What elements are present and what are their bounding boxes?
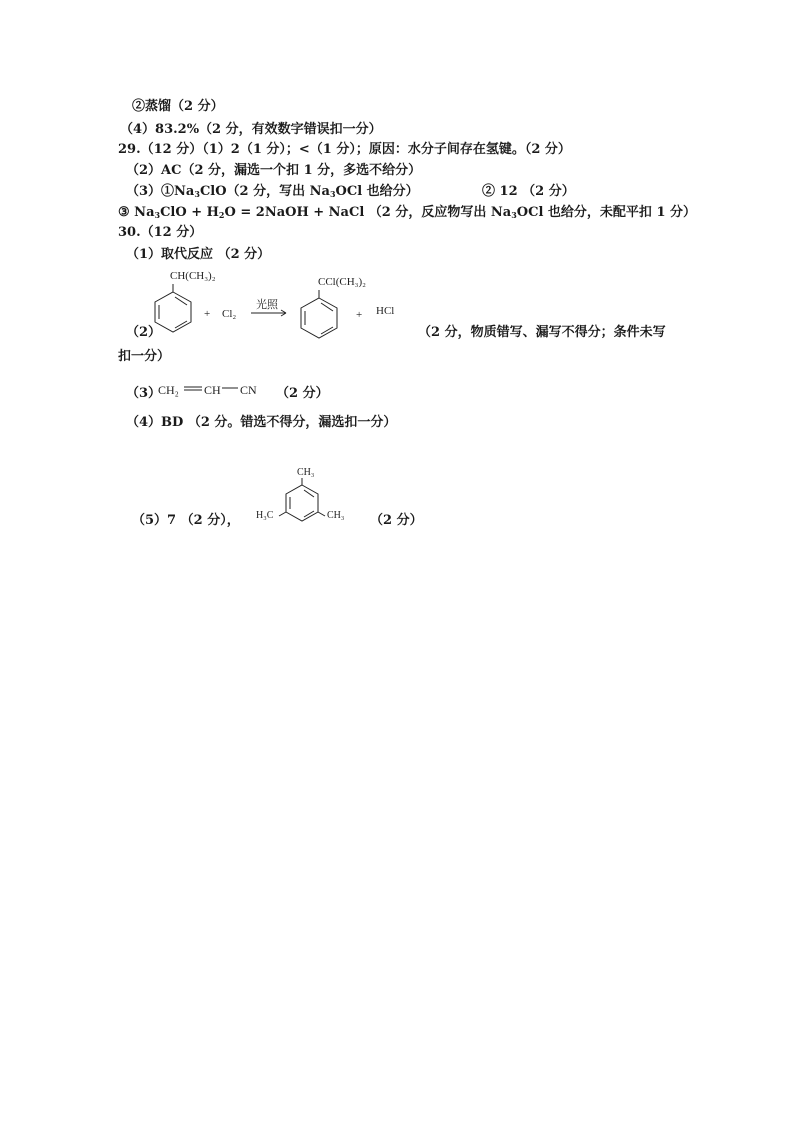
product-substituent: CCl(CH₃)₂	[318, 276, 367, 288]
plus-sign-2: +	[356, 309, 363, 321]
mesitylene-left-methyl: H₃C	[256, 510, 274, 521]
answer-q4-percentage: （4）83.2%（2 分，有效数字错误扣一分）	[120, 122, 382, 137]
answer-q30-part2-label: （2）	[126, 325, 162, 340]
acrylonitrile-ch: CH	[204, 383, 221, 397]
reaction-arrow-icon	[250, 309, 290, 317]
chlorine-reagent: Cl₂	[222, 308, 237, 320]
answer-q30-part3-score: （2 分）	[276, 386, 329, 401]
double-bond-icon	[184, 385, 204, 391]
plus-sign-1: +	[204, 308, 211, 320]
answer-distillation: ②蒸馏（2 分）	[132, 99, 224, 114]
answer-q29-equation: ③ $Na_3ClO + H_2O$ = 2NaOH + NaCl （2 分，反应物写出 $Na_3OCl$ 也给分，未配平扣 1 分）	[118, 205, 697, 220]
answer-q29-part2: （2）AC（2 分，漏选一个扣 1 分，多选不给分）	[126, 163, 422, 178]
mesitylene-top-methyl: CH₃	[297, 467, 315, 478]
reactant-substituent: CH(CH₃)₂	[170, 270, 216, 282]
product-benzene-ring	[298, 290, 348, 342]
acrylonitrile-ch2: CH₂	[158, 383, 179, 397]
answer-q30-part1: （1）取代反应 （2 分）	[126, 247, 271, 262]
answer-q29-part3b: ② 12 （2 分）	[482, 184, 575, 199]
question-30-header: 30.（12 分）	[118, 225, 203, 240]
mesitylene-benzene-ring	[276, 478, 332, 528]
single-bond-icon	[222, 386, 240, 390]
acrylonitrile-cn: CN	[240, 383, 257, 397]
answer-q30-part4: （4）BD （2 分。错选不得分，漏选扣一分）	[126, 415, 397, 430]
mesitylene-right-methyl: CH₃	[327, 510, 345, 521]
answer-q30-part2-note: （2 分，物质错写、漏写不得分；条件未写	[418, 325, 666, 340]
reaction-condition: 光照	[256, 299, 278, 311]
answer-q30-part2-note-cont: 扣一分）	[118, 349, 171, 364]
answer-q30-part5-score: （2 分）	[370, 513, 423, 528]
answer-q30-part3-label: （3）	[126, 386, 162, 401]
answer-q30-part5: （5）7 （2 分），	[132, 513, 240, 528]
answer-q29-part3a: $(3)①Na_3ClO(2$ 分，写出 $Na_3OCl$ 也给分）	[126, 184, 419, 199]
answer-q29-part1: 29.（12 分）（1）2（1 分）；<（1 分）；原因：水分子间存在氢键。（2 分）	[118, 142, 571, 157]
hydrogen-chloride-product: HCl	[376, 305, 395, 317]
